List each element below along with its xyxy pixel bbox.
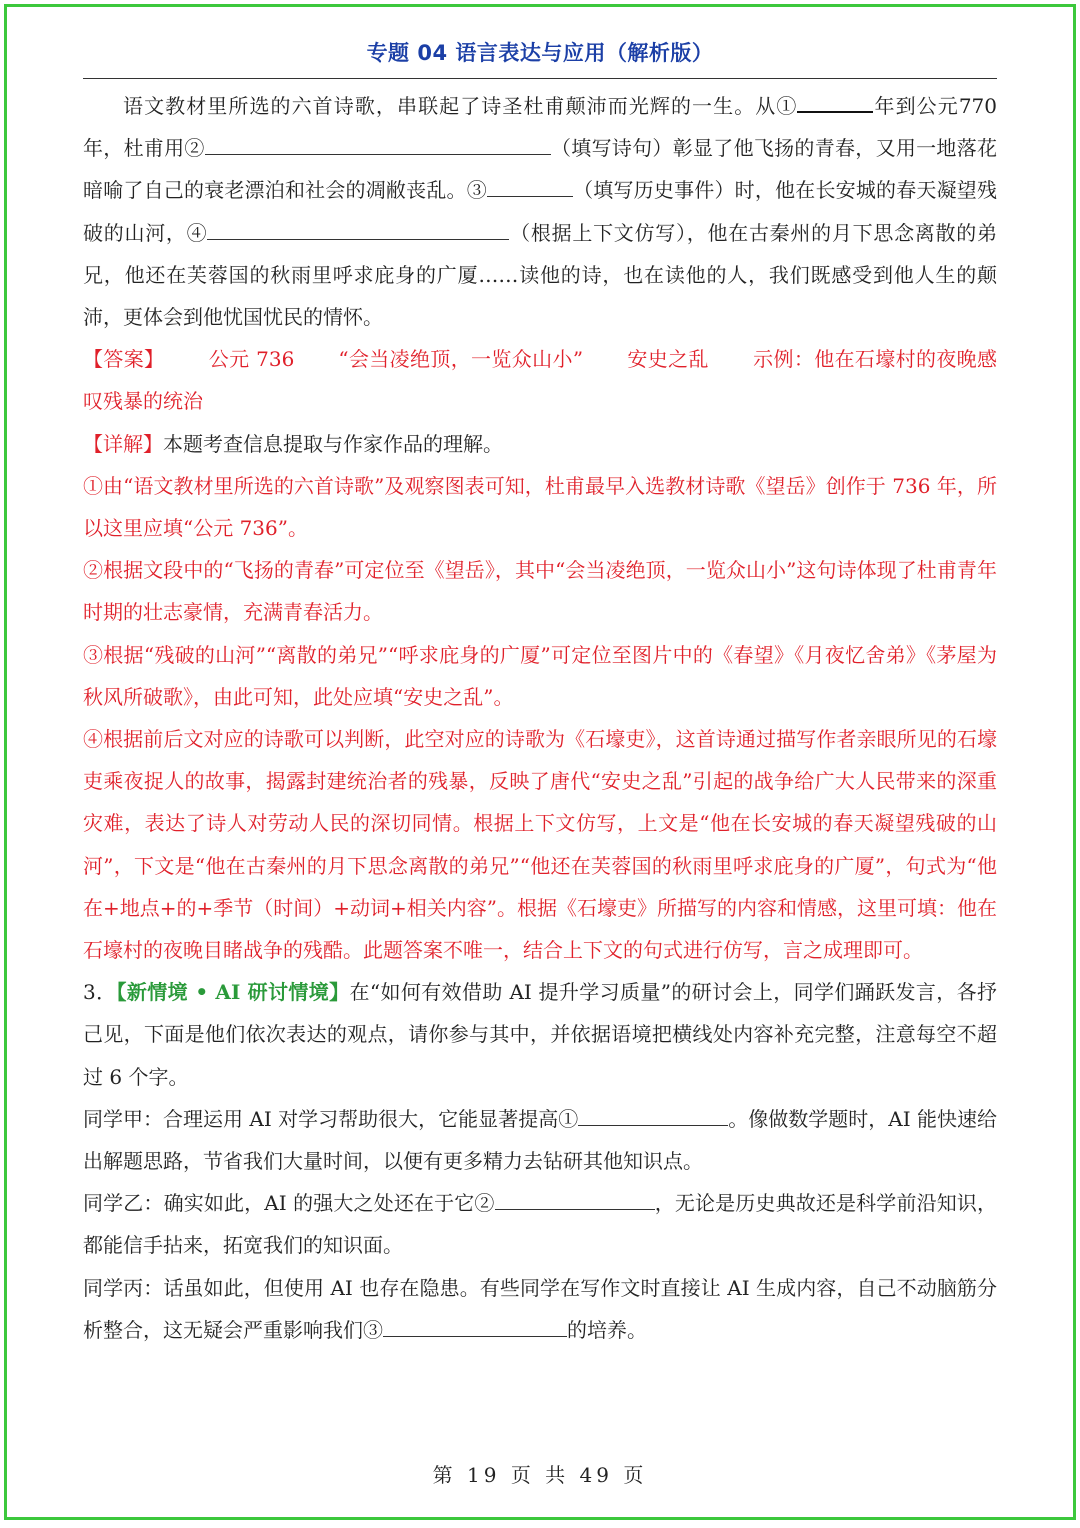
answer-label: 【答案】 xyxy=(83,347,165,372)
student-jia-text: 同学甲：合理运用 AI 对学习帮助很大，它能显著提高① xyxy=(83,1106,579,1131)
explain-intro-paragraph xyxy=(83,423,997,465)
blank-2[interactable] xyxy=(205,132,551,155)
question-stem-text: 在“如何有效借助 AI 提升学习质量”的研讨会上，同学们踊跃发言，各抒己见，下面是他们依次表达的观点，请你参与其中，并依据语境把横线处内容补充完整，注意每空不超过 6 个字。 xyxy=(83,980,998,1089)
student-bing-paragraph xyxy=(83,1267,997,1351)
page-content xyxy=(83,85,997,1351)
passage-paragraph xyxy=(83,85,997,338)
explain-item: ④根据前后文对应的诗歌可以判断，此空对应的诗歌为《石壕吏》，这首诗通过描写作者亲眼所见的石壕吏乘夜捉人的故事，揭露封建统治者的残暴，反映了唐代“安史之乱”引起的战争给广大人民带来的深重灾难，表达了诗人对劳动人民的深切同情。根据上下文仿写，上文是“他在长安城的春天凝望残破的山河”，下文是“他在古秦州的月下思念离散的弟兄”“他还在芙蓉国的秋雨里呼求庇身的广厦”，句式为“他在+地点+的+季节（时间）+动词+相关内容”。根据《石壕吏》所描写的内容和情感，这里可填：他在石壕村的夜晚目睹战争的残酷。此题答案不唯一，结合上下文的句式进行仿写，言之成理即可。 xyxy=(83,727,998,963)
answer-paragraph xyxy=(83,338,997,422)
passage-text: 年到公元770 年，杜甫用② xyxy=(83,94,997,161)
document-page xyxy=(4,4,1076,1520)
student-bing-text: 同学丙：话虽如此，但使用 AI 也存在隐患。有些同学在写作文时直接让 AI 生成内容，自己不动脑筋分析整合，这无疑会严重影响我们③ xyxy=(83,1275,997,1342)
question-3-stem xyxy=(83,971,997,1098)
blank-4[interactable] xyxy=(207,217,509,240)
q3-blank-1[interactable] xyxy=(578,1103,728,1126)
student-yi-text: ，无论是历史典故还是科学前沿知识，都能信手拈来，拓宽我们的知识面。 xyxy=(83,1191,998,1258)
question-tag: 【新情境 • AI 研讨情境】 xyxy=(116,980,350,1005)
blank-3[interactable] xyxy=(487,174,573,197)
student-bing-text: 的培养。 xyxy=(567,1317,647,1342)
passage-text: 语文教材里所选的六首诗歌，串联起了诗圣杜甫颠沛而光辉的一生。从① xyxy=(123,94,798,118)
answer-4: 示例：他在石壕村的夜晚感叹残暴的统治 xyxy=(83,347,998,414)
blank-1[interactable] xyxy=(797,89,873,113)
student-jia-text: 。像做数学题时，AI 能快速给出解题思路，节省我们大量时间，以便有更多精力去钻研其他知识点。 xyxy=(83,1106,997,1174)
explain-item: ①由“语文教材里所选的六首诗歌”及观察图表可知，杜甫最早入选教材诗歌《望岳》创作于 736 年，所以这里应填“公元 736”。 xyxy=(83,473,997,541)
q3-blank-2[interactable] xyxy=(495,1187,655,1210)
header-divider xyxy=(83,78,997,79)
student-yi-paragraph xyxy=(83,1182,997,1266)
answer-1: 公元 736 xyxy=(208,347,295,372)
passage-text: （填写历史事件）时，他在长安城的春天凝望残破的山河，④ xyxy=(83,178,998,245)
student-yi-text: 同学乙：确实如此，AI 的强大之处还在于它② xyxy=(83,1191,495,1216)
page-footer-number: 第 19 页 共 49 页 xyxy=(432,1463,648,1487)
student-jia-paragraph xyxy=(83,1098,997,1182)
explain-intro: 本题考查信息提取与作家作品的理解。 xyxy=(163,431,503,456)
explain-item: ③根据“残破的山河”“离散的弟兄”“呼求庇身的广厦”可定位至图片中的《春望》《月夜忆舍弟》《茅屋为秋风所破歌》，由此可知，此处应填“安史之乱”。 xyxy=(83,642,997,709)
question-number: 3． xyxy=(83,980,117,1005)
answer-2: “会当凌绝顶，一览众山小” xyxy=(338,347,584,372)
passage-text: （填写诗句）彰显了他飞扬的青春，又用一地落花暗喻了自己的衰老漂泊和社会的凋敝丧乱。③ xyxy=(83,136,998,203)
q3-blank-3[interactable] xyxy=(383,1314,567,1337)
explain-item: ②根据文段中的“飞扬的青春”可定位至《望岳》，其中“会当凌绝顶，一览众山小”这句诗体现了杜甫青年时期的壮志豪情，充满青春活力。 xyxy=(83,558,997,625)
page-header-title: 专题 04 语言表达与应用（解析版） xyxy=(366,41,714,65)
passage-text: （根据上下文仿写），他在古秦州的月下思念离散的弟兄，他还在芙蓉国的秋雨里呼求庇身的广厦……读他的诗，也在读他的人，我们既感受到他人生的颠沛，更体会到他忧国忧民的情怀。 xyxy=(83,220,998,330)
answer-3: 安史之乱 xyxy=(627,347,709,372)
explain-label: 【详解】 xyxy=(83,431,163,456)
